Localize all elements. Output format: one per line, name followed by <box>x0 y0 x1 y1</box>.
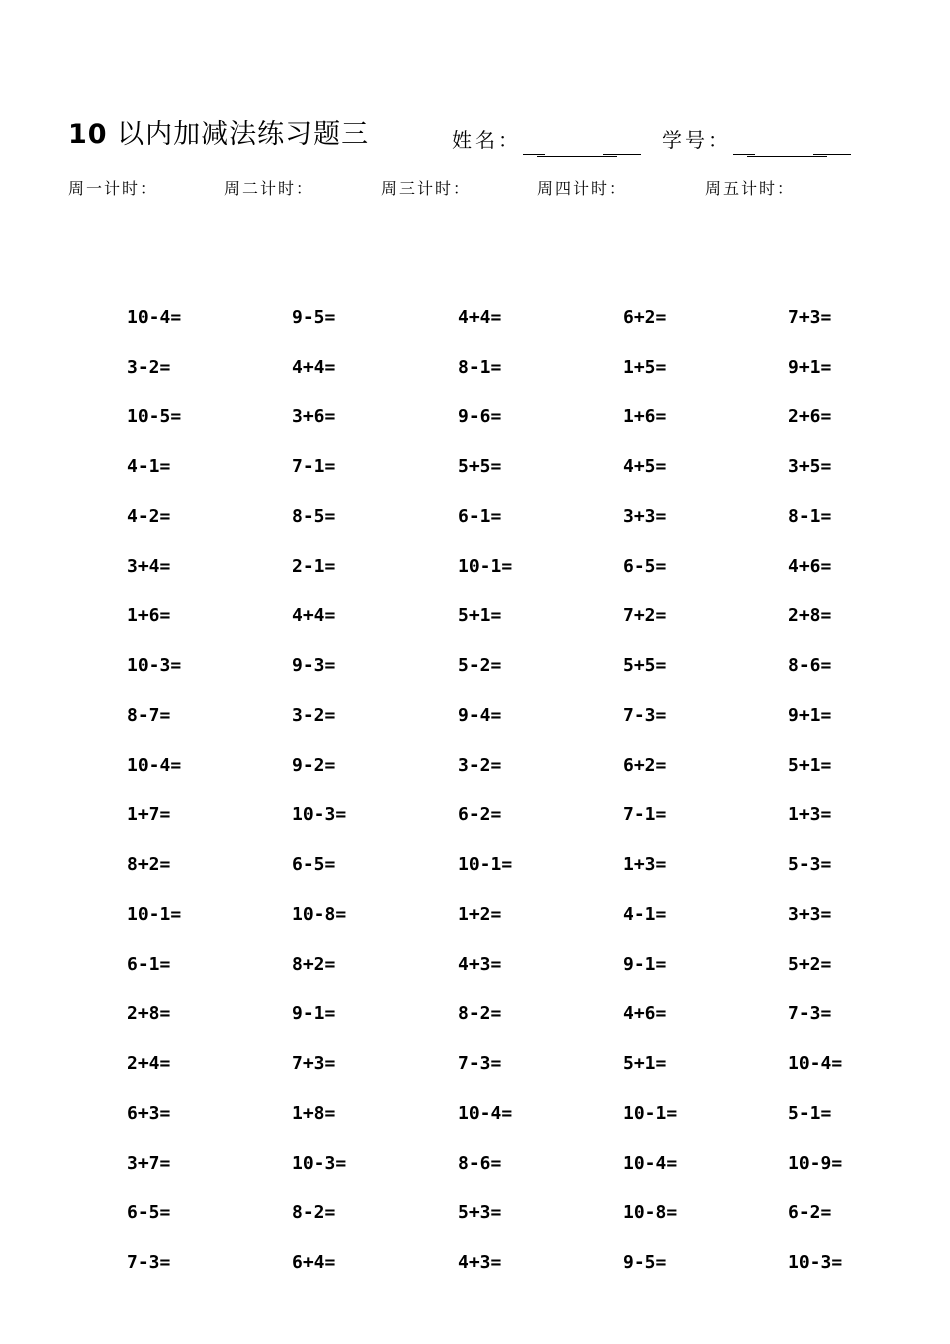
math-problem: 4+6= <box>788 555 832 577</box>
name-label: 姓名： <box>452 128 521 152</box>
math-problem: 3+3= <box>623 505 667 527</box>
math-problem: 7-1= <box>292 456 336 478</box>
math-problem: 5+1= <box>623 1053 667 1075</box>
math-problem: 8-5= <box>292 505 336 527</box>
math-problem: 8-1= <box>788 505 832 527</box>
timer-row <box>0 176 950 200</box>
math-problem: 4-2= <box>127 505 171 527</box>
math-problem: 10-4= <box>458 1102 513 1124</box>
math-problem: 9-3= <box>292 655 336 677</box>
math-problem: 1+3= <box>788 804 832 826</box>
math-problem: 5+5= <box>623 655 667 677</box>
math-problem: 9+1= <box>788 704 832 726</box>
math-problem: 5+1= <box>788 754 832 776</box>
math-problem: 2+6= <box>788 406 832 428</box>
math-problem: 6-2= <box>458 804 502 826</box>
math-problem: 8-2= <box>292 1202 336 1224</box>
math-problem: 10-4= <box>623 1152 678 1174</box>
math-problem: 8-6= <box>458 1152 502 1174</box>
math-problem: 7-3= <box>127 1252 171 1274</box>
math-problem: 5-3= <box>788 854 832 876</box>
math-problem: 9-6= <box>458 406 502 428</box>
math-problem: 3+6= <box>292 406 336 428</box>
math-problem: 2-1= <box>292 555 336 577</box>
math-problem: 4+4= <box>292 356 336 378</box>
math-problem: 10-3= <box>292 1152 347 1174</box>
math-problem: 5+5= <box>458 456 502 478</box>
math-problem: 6-5= <box>623 555 667 577</box>
math-problem: 6-1= <box>127 953 171 975</box>
math-problem: 4-1= <box>623 903 667 925</box>
math-problem: 10-1= <box>623 1102 678 1124</box>
math-problem: 5+1= <box>458 605 502 627</box>
math-problem: 9-5= <box>292 307 336 328</box>
math-problem: 5-2= <box>458 655 502 677</box>
math-problem: 10-8= <box>292 903 347 925</box>
math-problem: 1+6= <box>623 406 667 428</box>
math-problem: 3+4= <box>127 555 171 577</box>
math-problem: 1+5= <box>623 356 667 378</box>
student-id-field <box>662 124 849 153</box>
math-problem: 8-7= <box>127 704 171 726</box>
math-problem: 7-1= <box>623 804 667 826</box>
math-problem: 2+4= <box>127 1053 171 1075</box>
math-problem: 9-5= <box>623 1252 667 1274</box>
timer-tuesday: 周二计时： <box>224 179 315 198</box>
math-problem: 4+5= <box>623 456 667 478</box>
math-problem: 9-1= <box>292 1003 336 1025</box>
math-problem: 6+4= <box>292 1252 336 1274</box>
math-problem: 4+6= <box>623 1003 667 1025</box>
math-problem: 10-5= <box>127 406 182 428</box>
math-problem: 8+2= <box>127 854 171 876</box>
timer-thursday: 周四计时： <box>537 179 628 198</box>
math-problem: 6+2= <box>623 307 667 328</box>
math-problem: 7+3= <box>788 307 832 328</box>
timer-monday: 周一计时： <box>68 179 159 198</box>
math-problem: 4-1= <box>127 456 171 478</box>
math-problem: 9-4= <box>458 704 502 726</box>
math-problem: 3+3= <box>788 903 832 925</box>
math-problem: 10-9= <box>788 1152 843 1174</box>
math-problem: 1+2= <box>458 903 502 925</box>
math-problem: 5+2= <box>788 953 832 975</box>
math-problem: 10-1= <box>458 854 513 876</box>
math-problem: 9-2= <box>292 754 336 776</box>
math-problem: 7-3= <box>458 1053 502 1075</box>
math-problem: 3+5= <box>788 456 832 478</box>
math-problem: 4+3= <box>458 1252 502 1274</box>
worksheet-title <box>68 112 369 151</box>
math-problem: 6-5= <box>127 1202 171 1224</box>
math-problem: 6-1= <box>458 505 502 527</box>
math-problem: 4+4= <box>458 307 502 328</box>
math-problem: 3-2= <box>127 356 171 378</box>
math-problem: 2+8= <box>127 1003 171 1025</box>
title-number: 10 <box>68 119 108 150</box>
math-problem: 3-2= <box>458 754 502 776</box>
math-problem: 1+3= <box>623 854 667 876</box>
id-label: 学号： <box>662 128 731 152</box>
math-problem: 8-1= <box>458 356 502 378</box>
math-problem: 4+3= <box>458 953 502 975</box>
math-problem: 10-3= <box>292 804 347 826</box>
math-problem: 9-1= <box>623 953 667 975</box>
math-problem: 10-3= <box>127 655 182 677</box>
math-problem: 10-1= <box>127 903 182 925</box>
math-problem: 5+3= <box>458 1202 502 1224</box>
name-field <box>452 124 639 153</box>
timer-wednesday: 周三计时： <box>381 179 472 198</box>
math-problem: 4+4= <box>292 605 336 627</box>
math-problem: 10-8= <box>623 1202 678 1224</box>
math-problem: 7-3= <box>623 704 667 726</box>
math-problem: 7+3= <box>292 1053 336 1075</box>
timer-friday: 周五计时： <box>705 179 796 198</box>
math-problem: 6+2= <box>623 754 667 776</box>
math-problem: 6+3= <box>127 1102 171 1124</box>
math-problem: 10-4= <box>127 754 182 776</box>
math-problem: 6-5= <box>292 854 336 876</box>
title-text: 以内加减法练习题三 <box>117 119 370 150</box>
name-blank[interactable] <box>521 131 639 153</box>
math-problem: 8-2= <box>458 1003 502 1025</box>
math-problem: 1+6= <box>127 605 171 627</box>
math-problem: 9+1= <box>788 356 832 378</box>
math-problem: 1+8= <box>292 1102 336 1124</box>
math-problem: 10-3= <box>788 1252 843 1274</box>
math-problem: 7+2= <box>623 605 667 627</box>
math-problem: 2+8= <box>788 605 832 627</box>
math-problem: 6-2= <box>788 1202 832 1224</box>
math-problem: 10-1= <box>458 555 513 577</box>
math-problem: 1+7= <box>127 804 171 826</box>
math-problem: 7-3= <box>788 1003 832 1025</box>
math-problem: 3-2= <box>292 704 336 726</box>
math-problem: 3+7= <box>127 1152 171 1174</box>
math-problem: 10-4= <box>127 307 182 328</box>
math-problem: 8-6= <box>788 655 832 677</box>
math-problem: 5-1= <box>788 1102 832 1124</box>
student-id-blank[interactable] <box>731 131 849 153</box>
math-problem: 8+2= <box>292 953 336 975</box>
math-problem: 10-4= <box>788 1053 843 1075</box>
